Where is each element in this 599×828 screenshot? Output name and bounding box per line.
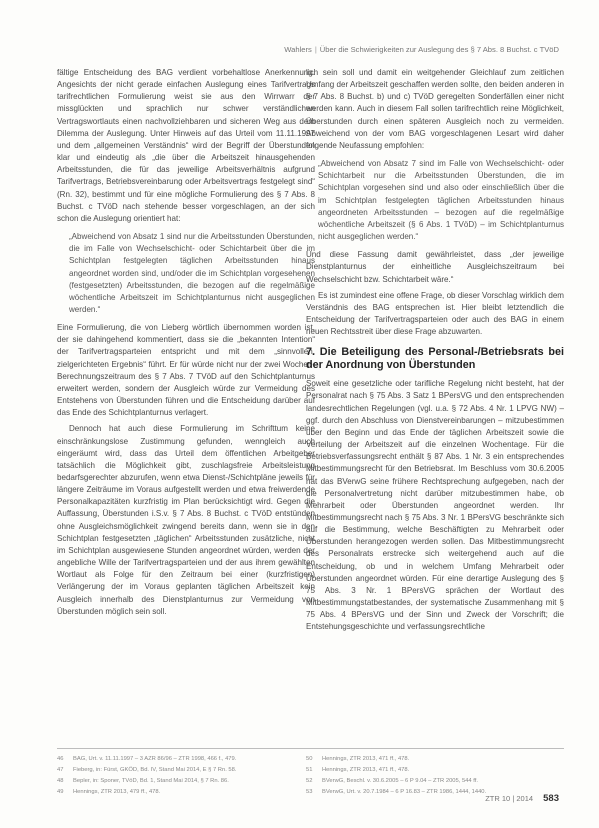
- footnote-text: BVerwG, Urt. v. 20.7.1984 – 6 P 16.83 – ZTR 1986, 1444, 1440.: [322, 789, 487, 795]
- header-separator: |: [314, 45, 317, 54]
- quote-text: „Abweichend von Absatz 7 sind im Falle von Wechselschicht- oder Schichtarbeit nur die Arbeitsstunden Überstunden, die im Schichtplan vorgesehen sind und also oder einschließlich über die im Schichtplan festgelegten täglichen Arbeitsstunden hinaus angeordneten Arbeitsstunden – bezogen auf die regelmäßige wöchentliche Arbeitszeit (§ 6 Abs. 1 TVöD) – im Schichtplanturnus nicht ausgeglichen werden.“: [318, 159, 564, 242]
- footnote: [57, 787, 315, 798]
- footnote-number: 49: [57, 789, 64, 795]
- section-heading: 7. Die Beteiligung des Personal-/Betriebsrats bei der Anordnung von Überstunden: [306, 346, 564, 372]
- footnote: [306, 765, 564, 776]
- paragraph: Dennoch hat auch diese Formulierung im Schrifttum keine einschränkungslose Zustimmung gefunden, wenngleich auch eingeräumt wird, dass das Urteil dem öffentlichen Arbeitgeber tatsächlich die Möglichkeit gibt, zuschlagsfreie Arbeitsleistung bedarfsgerechter abzurufen, wenn etwa Dienst-/Schichtpläne jeweils für längere Zeiträume im Voraus aufgestellt werden und etwa freiwerdende Personalkapazitäten kurzfristig im Plan berücksichtigt wird. Gegen die Auffassung, Überstunden i.S.v. § 7 Abs. 8 Buchst. c TVöD entstünden ohne Ausgleichsmöglichkeit zwingend bereits dann, wenn sie in den Schichtplan festgesetzten „täglichen“ Arbeitsstunden zusätzliche, nicht im Schichtplan ausgewiesene Stunden angeordnet würden, werden der angebliche Wille der Tarifvertragsparteien und der aus ihrem gewählten Wortlaut als Folge für den Zeitraum bei einer (kurzfristigen) Verlängerung der im Voraus geplanten täglichen Arbeitszeit kein Ausgleich innerhalb des Dienstplanturnus zur Vermeidung von Überstunden möglich sein soll.: [57, 424, 315, 616]
- footnotes-left: [57, 754, 315, 798]
- page-number: 583: [543, 793, 559, 804]
- footnote-number: 53: [306, 789, 313, 795]
- left-column: [57, 67, 315, 622]
- header-title: Über die Schwierigkeiten zur Auslegung des § 7 Abs. 8 Buchst. c TVöD: [319, 45, 559, 54]
- footnote-number: 47: [57, 767, 64, 773]
- right-column: [306, 67, 564, 638]
- header-author: Wahlers: [284, 45, 312, 54]
- running-header: [230, 45, 559, 54]
- footnote-text: BVerwG, Beschl. v. 30.6.2005 – 6 P 9.04 – ZTR 2005, 544 ff.: [322, 778, 478, 784]
- footnote-text: Hennings, ZTR 2013, 479 ff., 478.: [73, 789, 161, 795]
- footnote-text: BAG, Urt. v. 11.11.1997 – 3 AZR 86/96 – ZTR 1998, 466 f., 479.: [73, 756, 237, 762]
- footnote-text: Hennings, ZTR 2013, 471 ff., 478.: [322, 767, 410, 773]
- footnote-text: Hennings, ZTR 2013, 471 ff., 478.: [322, 756, 410, 762]
- quote-text: „Abweichend von Absatz 1 sind nur die Arbeitsstunden Überstunden, die im Falle von Wechselschicht- oder Schichtarbeit über die im Schichtplan festgelegten täglichen Arbeitsstunden hinaus angeordnet worden sind, und/oder die im Schichtplan vorgesehenen (festgesetzten) Arbeitsstunden, die bezogen auf die regelmäßige wöchentliche Arbeitszeit im Schichtplanturnus nicht ausgeglichen werden.“: [69, 232, 315, 314]
- footnote-number: 48: [57, 778, 64, 784]
- paragraph: Soweit eine gesetzliche oder tarifliche Regelung nicht besteht, hat der Personalrat nach § 75 Abs. 3 Satz 1 BPersVG und den entsprechenden landesrechtlichen Regelungen (vgl. u.a. § 72 Abs. 4 Nr. 1 LPVG NW) – ggf. durch den Abschluss von Dienstvereinbarungen – mitzubestimmen über den Beginn und das Ende der täglichen Arbeitszeit sowie die Verteilung der Arbeitszeit auf die einzelnen Wochentage. Für die Betriebsverfassungsrecht enthält § 87 Abs. 1 Nr. 3 ein entsprechendes Mitbestimmungsrecht für den Betriebsrat. Im Beschluss vom 30.6.2005 hat das BVerwG seine frühere Rechtsprechung aufgegeben, nach der die Personalvertretung nicht darüber mitzubestimmen habe, ob Mehrarbeit oder Überstunden angeordnet werden. Ihr Mitbestimmungsrecht nach § 75 Abs. 3 Nr. 1 BPersVG beschränkte sich auf die Bestimmung, welche Beschäftigten zu Mehrarbeit oder Überstunden herangezogen werden sollen. Das Mitbestimmungsrecht des Personalrats erstrecke sich weitergehend auch auf die Entscheidung, ob und in welchem Umfang Mehrarbeit oder Überstunden angeordnet würden. Für eine derartige Auslegung des § 75 Abs. 3 Nr. 1 BPersVG sprächen der Wortlaut des Mitbestimmungstatbestandes, der systematische Zusammenhang mit § 75 Abs. 4 BPersVG und der Sinn und Zweck der Vorschrift; die Entstehungsgeschichte und verfassungsrechtliche: [306, 379, 564, 632]
- footnote: [57, 776, 315, 787]
- block-quote: [69, 231, 315, 316]
- footnote-text: Bepler, in: Sponer, TVöD, Bd. 1, Stand Mai 2014, § 7 Rn. 86.: [73, 778, 229, 784]
- paragraph: Es ist zumindest eine offene Frage, ob dieser Vorschlag wirklich dem Verständnis des BAG entsprechen ist. Hier bleibt letztendlich die Entscheidung der Tarifvertragsparteien oder auch des BAG in einem neuen Rechtsstreit über diese Frage abzuwarten.: [306, 290, 564, 337]
- footnote: [57, 765, 315, 776]
- footnote-number: 50: [306, 756, 313, 762]
- journal-issue: 10 | 2014: [501, 794, 534, 803]
- paragraph: Eine Formulierung, die von Lieberg wörtlich übernommen worden ist, der sie dahingehend kommentiert, dass sie die „bekannten Intention“ der Tarifvertragsparteien entspricht und mit dem „sinnvollen, zielgerichteten Ergebnis“ führt. Er für würde nicht nur der zwei Wochen-Berechnungszeitraum des § 7 Abs. 7 TVöD auf den Schichtplanturnus erweitert werden, sondern der Ausgleich würde zur Vermeidung des Entstehens von Überstunden führen und die Entscheidung darüber auf das Ende des Schichtplanturnus verlagert.: [57, 323, 315, 418]
- footnote-number: 52: [306, 778, 313, 784]
- footnote-number: 46: [57, 756, 64, 762]
- footnotes-right: [306, 754, 564, 798]
- paragraph: Und diese Fassung damit gewährleistet, dass „der jeweilige Dienstplanturnus der einheitliche Ausgleichszeitraum bei Wechselschicht bzw. Schichtarbeit wäre.“: [306, 250, 564, 284]
- footnote-divider: [57, 748, 315, 749]
- page-footer: [485, 793, 559, 804]
- footnote-divider: [306, 748, 564, 749]
- footnote: [306, 776, 564, 787]
- block-quote: [318, 158, 564, 243]
- paragraph: lich sein soll und damit ein weitgehender Gleichlauf zum zeitlichen Umfang der Arbeitszeit geschaffen werden sollte, den beiden anderen in § 7 Abs. 8 Buchst. b) und c) TVöD geregelten Sonderfällen einer nicht werden kann. Auch in diesem Fall sollen tarifrechtlich reine Möglichkeit, Überstunden durch einen späteren Ausgleich noch zu vermeiden. Abweichend von der vom BAG vorgeschlagenen Lesart wird daher folgende Neufassung empfohlen:: [306, 68, 564, 150]
- footnote: [57, 754, 315, 765]
- journal-name: ZTR: [485, 794, 500, 803]
- paragraph: fältige Entscheidung des BAG verdient vorbehaltlose Anerkennung. Angesichts der nicht gerade einfachen Auslegung eines Tarifvertrags tarifrechtlichen Formulierung weist sie aus den Wirrwarr der missglückten und sprachlich nur schwer verständlichen Vertragswortlauts einen nachvollziehbaren und sicheren Weg aus dem Dilemma der Auslegung. Unter Hinweis auf das Urteil vom 11.11.1997 und dem „allgemeinen Verständnis“ wird der Begriff der Überstunden klar und eindeutig als „die über die Arbeitszeit hinausgehenden Arbeitsstunden, die für das jeweilige Arbeitsverhältnis aufgrund Tarifvertrags, Betriebsvereinbarung oder Arbeitsvertrags festgelegt sind“ (Rn. 32), bestimmt und für eine mögliche Formulierung des § 7 Abs. 8 Buchst. c TVöD nach stehende besser vorgeschlagen, an der sich schon die Auslegung orientiert hat:: [57, 68, 315, 223]
- footnote-text: Fieberg, in: Fürst, GKÖD, Bd. IV, Stand Mai 2014, E § 7 Rn. 58.: [73, 767, 237, 773]
- footnote: [306, 754, 564, 765]
- footnote-number: 51: [306, 767, 313, 773]
